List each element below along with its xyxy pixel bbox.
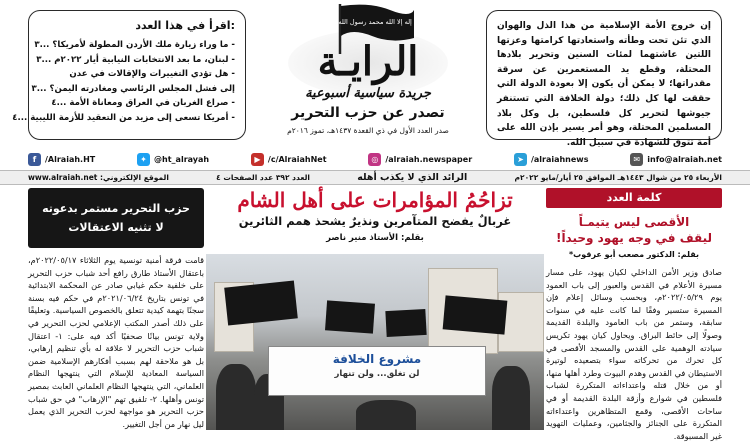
website-url[interactable]: الموقع الإلكتروني: www.alraiah.net bbox=[28, 173, 169, 182]
newspaper-logo bbox=[254, 2, 482, 146]
left-article-headline[interactable] bbox=[28, 188, 204, 248]
headline-line: حزب التحرير مستمر بدعوته bbox=[42, 202, 190, 215]
slogan: الرائد الذي لا يكذب أهله bbox=[357, 172, 468, 183]
social-youtube[interactable] bbox=[251, 153, 327, 166]
logo-subtitle: جريدة سياسية أسبوعية bbox=[305, 86, 431, 101]
masthead bbox=[0, 0, 750, 148]
first-issue-date: صدر العدد الأول في ذي القعدة ١٤٣٧هـ، تموز ٢٠١٦م bbox=[287, 126, 449, 135]
headline-line: لا تثنيه الاعتقالات bbox=[68, 221, 164, 234]
banner-sub-text: لن تغلق... ولن تنهار bbox=[334, 369, 420, 379]
issue-number: العدد ٣٩٢ عدد الصفحات ٤ bbox=[216, 173, 310, 182]
intro-text: إن خروج الأمة الإسلامية من هذا الذل والهوان الذي تئن تحت وطأته واستعادتها كرامتها وعزتها اللتين عاشتهما لمئات السنين وتحرير بلادها المحتلة، وقطع يد المستعمرين عن سرقة مقدراتها؛ لا يمكن أن يكون إلا بعودة الدولة التي حققت لها كل ذلك؛ دولة الخلافة التي تستنفر جيوشها لتحرير كل فلسطين، بل وكل بلاد المسلمين المحتلة، وهو أمر يسير بإذن الله على أمة تتوق للشهادة في سبيل الله. bbox=[497, 21, 711, 148]
contents-item[interactable]: إلى فشل المجلس الرئاسي ومغادرته اليمن؟ ...٣ bbox=[31, 83, 235, 94]
social-handle: /alraiah.newspaper bbox=[385, 154, 473, 164]
intro-box bbox=[486, 10, 722, 148]
social-bar bbox=[0, 150, 750, 168]
instagram-icon: ◎ bbox=[368, 153, 381, 166]
contents-box bbox=[12, 10, 246, 140]
social-facebook-page[interactable] bbox=[28, 153, 95, 166]
logo-title: الرايـة bbox=[317, 38, 419, 85]
social-telegram[interactable] bbox=[514, 153, 589, 166]
social-handle: @ht_alrayah bbox=[154, 154, 210, 164]
protester bbox=[216, 364, 256, 430]
protest-banner bbox=[268, 346, 486, 396]
banner-main-text: مشروع الخلافة bbox=[332, 352, 422, 366]
youtube-icon: ▶ bbox=[251, 153, 264, 166]
editorial-byline: بقلم: الدكتور مصعب أبو عرقوب* bbox=[568, 250, 700, 259]
contents-item[interactable]: - لبنان، ما بعد الانتخابات النيابية أيار ٢٠٢٢م ...٣ bbox=[36, 54, 235, 65]
contents-item[interactable]: - أمريكا تسعى إلى مزيد من التعقيد للأزمة الليبية ...٤ bbox=[12, 112, 235, 123]
main-byline: بقلم: الأستاذ منير ناصر bbox=[326, 233, 424, 243]
social-handle: /alraiahnews bbox=[530, 154, 589, 164]
social-handle: /Alraiah.HT bbox=[45, 154, 96, 164]
protester bbox=[356, 400, 416, 430]
social-email[interactable] bbox=[630, 153, 722, 166]
protest-photo bbox=[206, 254, 544, 430]
social-handle: /c/AlraiahNet bbox=[267, 154, 327, 164]
editorial-headline[interactable] bbox=[546, 214, 722, 246]
black-flag bbox=[385, 309, 426, 337]
black-flag bbox=[325, 300, 375, 333]
headline-line: ليقف في وجه يهود وحيداً! bbox=[555, 231, 713, 245]
headline-line: الأقصى ليس يتيمـاً bbox=[578, 215, 690, 229]
social-twitter[interactable] bbox=[137, 153, 209, 166]
issue-date: الأربعاء ٢٥ من شوال ١٤٤٣هـ الموافق ٢٥ أيار/مايو ٢٠٢٢م bbox=[514, 173, 722, 182]
social-handle: info@alraiah.net bbox=[647, 154, 722, 164]
contents-list bbox=[12, 38, 235, 125]
editorial-body: صادق وزير الأمن الداخلي لكيان يهود، على مسار مسيرة الأعلام في القدس والعبور إلى باب العمود يوم ٢٠٢٢/٠٥/٢٩م، وبحسب وسائل إعلام فإن المسيرة ستسير وفقًا لما كانت عليه في سنوات سابقة، وستمر من باب العامود والبلدة القديمة وصولًا إلى حائط البراق. ويحاول كيان يهود تكريس سيادته الوهمية على القدس والمسجد الأقصى في كل تحرك من تحركاته سواء بتصعيده لوتيرة الاستيطان في القدس وهدم البيوت وطرد أهلها منها، أو من خلال قتله واعتداءاته المتكررة لشباب فلسطين في شوارع وأزقة البلدة القديمة أو في ساحات الأقصى، وقمع المتظاهرين واعتداءاته المتكررة على الجنائز والجثامين، وعمليات التهويد غير المسبوقة. bbox=[546, 267, 722, 441]
contents-item[interactable]: - ما وراء زيارة ملك الأردن المطولة لأمريكا؟ ...٣ bbox=[34, 40, 235, 50]
contents-item[interactable]: - هل تؤدي التغييرات والإقالات في عدن bbox=[69, 69, 235, 79]
black-flag bbox=[224, 280, 298, 325]
facebook-page-icon: f bbox=[28, 153, 41, 166]
main-headline[interactable]: تزاحُمُ المؤامرات على أهل الشام bbox=[237, 188, 513, 212]
contents-title: اقرأ في هذا العدد: bbox=[135, 19, 235, 32]
issue-info-bar bbox=[0, 170, 750, 185]
contents-item[interactable]: - صراع الغربان في العراق ومعاناة الأمة ...٤ bbox=[51, 98, 235, 108]
social-instagram[interactable] bbox=[368, 153, 472, 166]
editorial-article bbox=[546, 188, 722, 441]
logo-issuer: تصدر عن حزب التحرير bbox=[291, 105, 445, 121]
twitter-icon: ✦ bbox=[137, 153, 150, 166]
main-subheadline: غربالٌ يفضح المتآمرين ونذيرٌ يشحذ همم الثائرين bbox=[238, 214, 512, 228]
protester bbox=[492, 366, 530, 430]
email-icon: ✉ bbox=[630, 153, 643, 166]
main-article bbox=[206, 188, 544, 430]
left-article-body: قامت فرقة أمنية تونسية يوم الثلاثاء ٢٠٢٢/٠٥/١٧م، باعتقال الأستاذ طارق رافع أحد شباب حزب التحرير على خلفية حكم غيابي صادر عن المحكمة الابتدائية في تونس بتاريخ ٢٠٢١/٠٦/٢٤م في حكم فيه بسنة سجنًا بتهمة كيدية تتعلق بالخصوص السياسية. وتعليقًا على ذلك أصدر المكتب الإعلامي لحزب التحرير في ولاية تونس بيانًا صحفيًا أكد فيه على: ١- اعتقال شباب حزب التحرير لا علاقة له بأي تنظيم إرهابي، بل هو ملاحقة لهم بسبب أفكارهم الإسلامية ضمن السياسة المعادية للإسلام التي ينتهجها النظام العلماني، التي ينتهجها النظام العلماني العابث بمصير تونس وأهلها. ٢- تلفيق تهم "الإرهاب" في حق شباب حزب التحرير هو مواجهة لحزب التحرير الذي يعمل ليل نهار من أجل التغيير. bbox=[28, 255, 204, 429]
left-article bbox=[28, 188, 204, 430]
telegram-icon: ➤ bbox=[514, 153, 527, 166]
flag-text: لا إله إلا الله محمد رسول الله bbox=[338, 18, 418, 26]
editorial-section-label: كلمة العدد bbox=[546, 188, 722, 208]
black-flag bbox=[443, 295, 508, 334]
